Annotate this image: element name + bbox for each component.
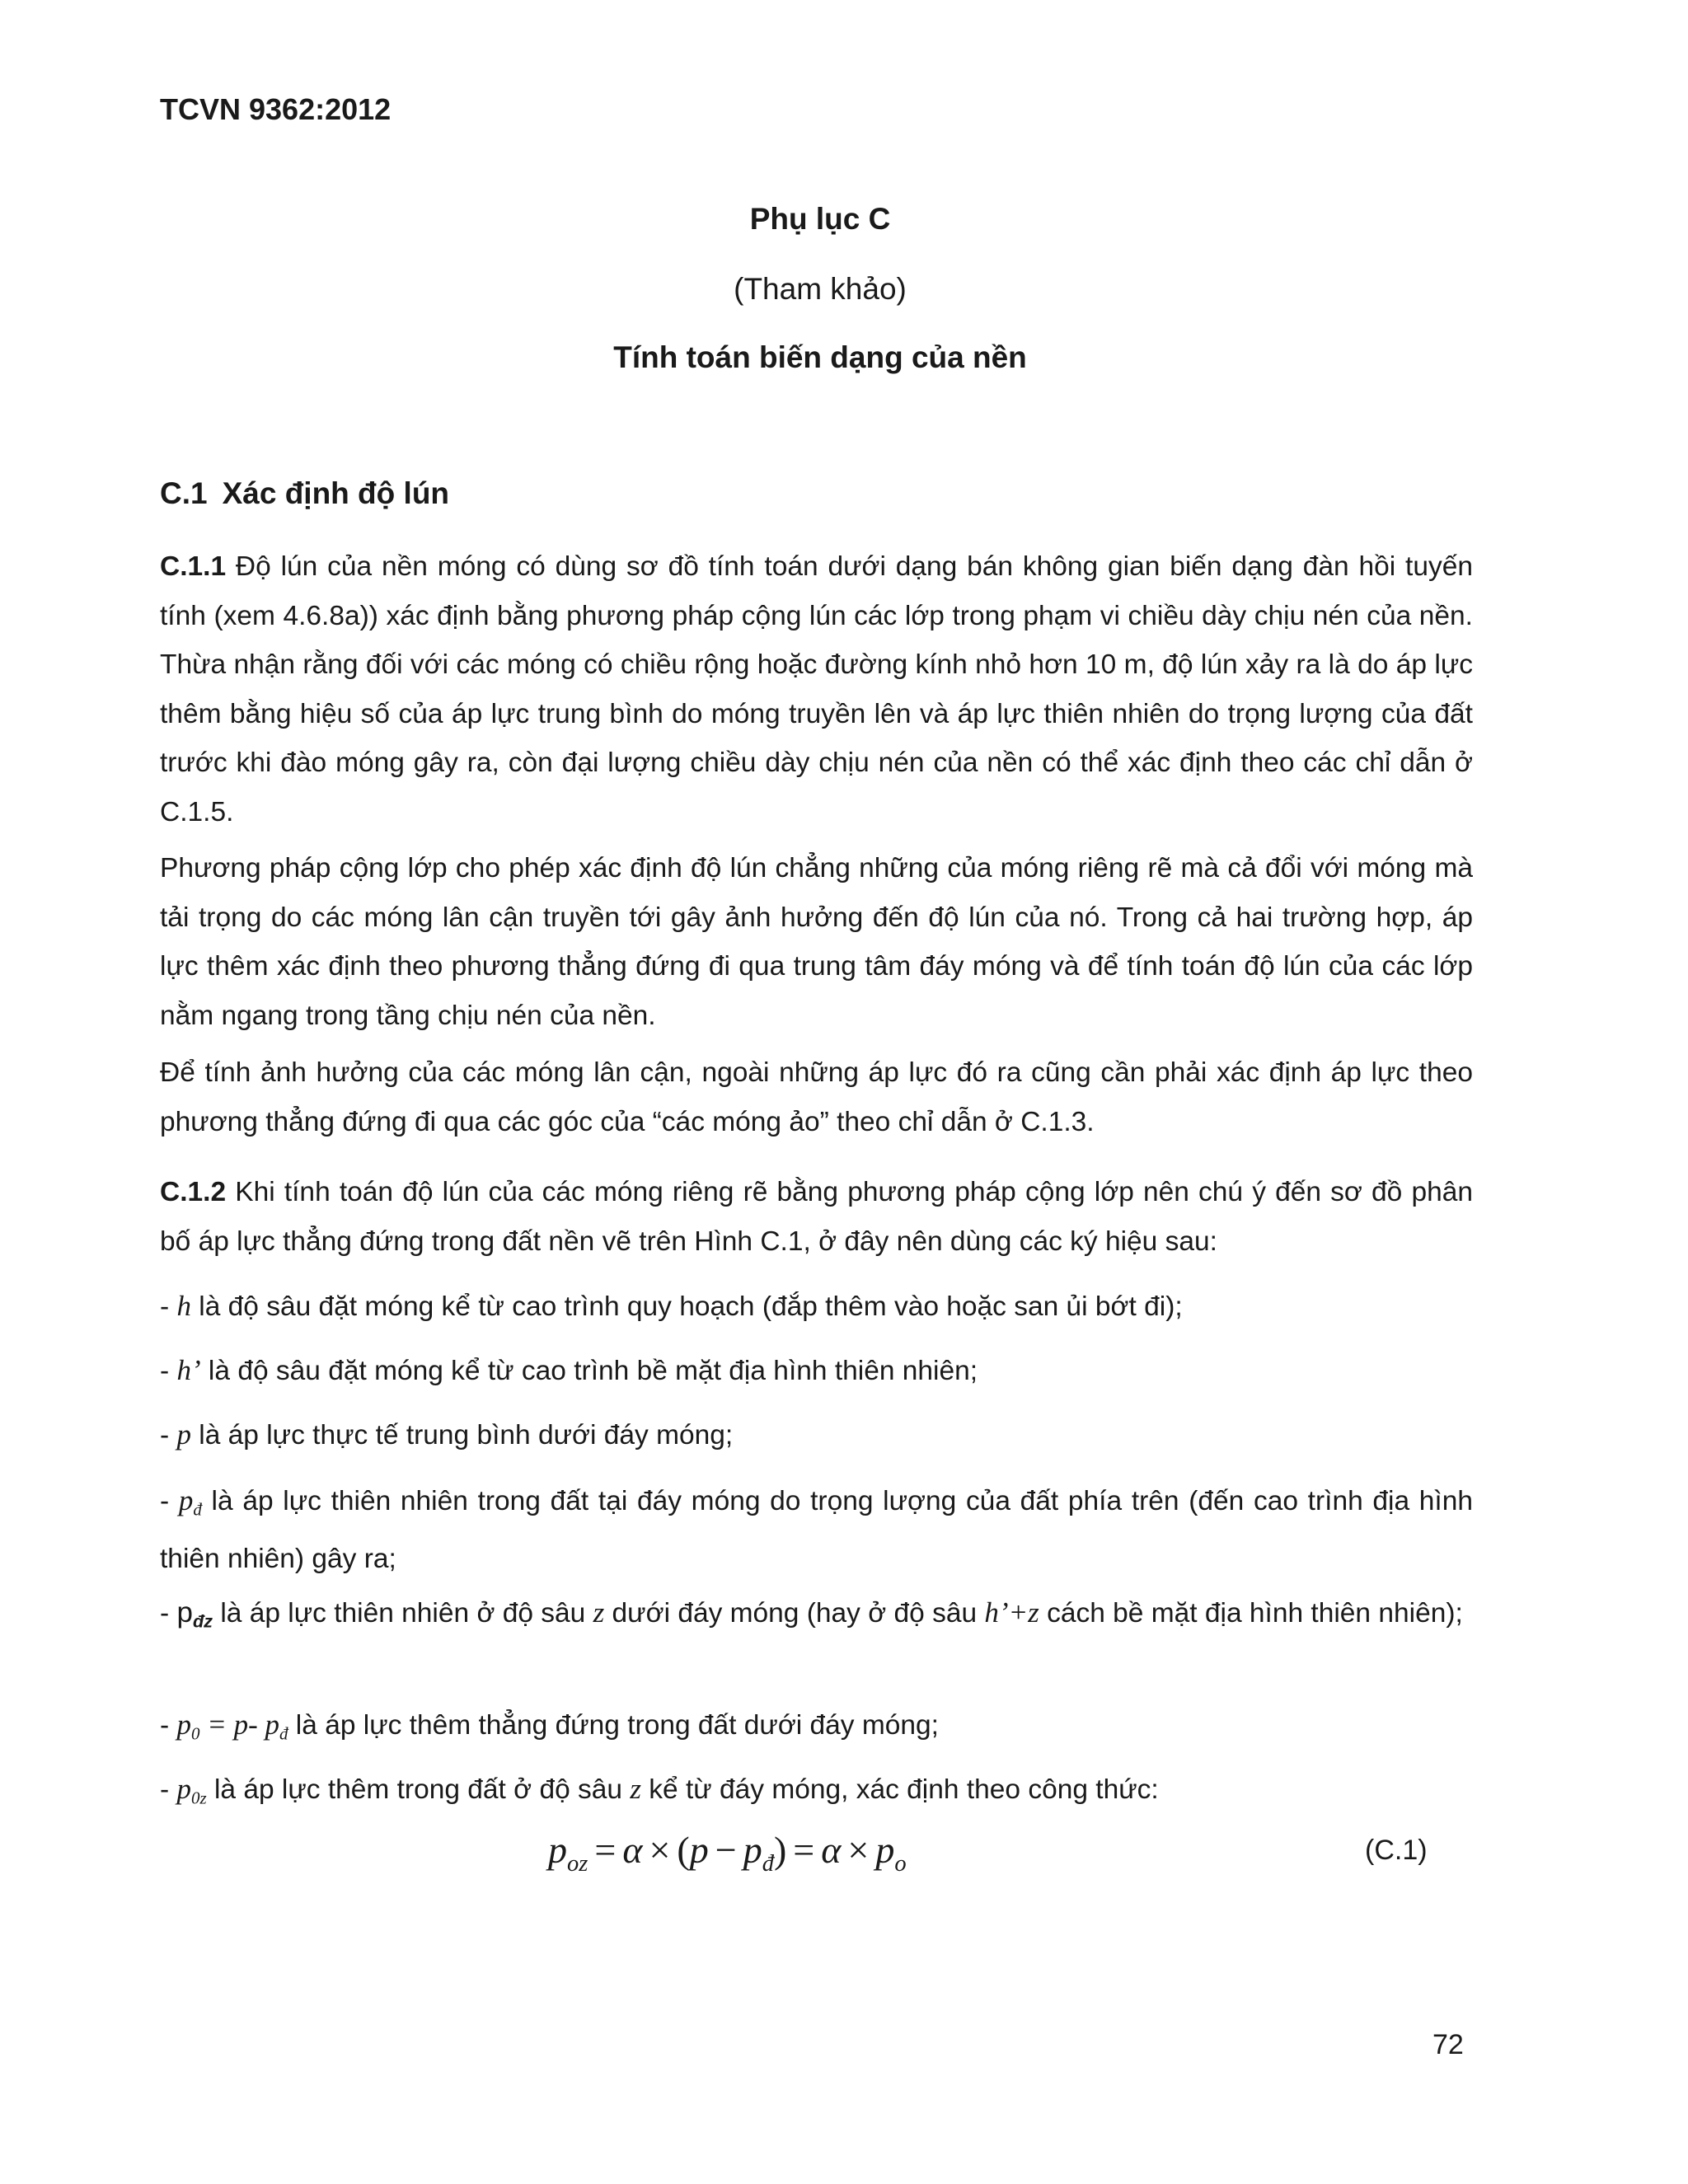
- item-text: là áp lực thêm trong đất ở độ sâu: [206, 1774, 631, 1805]
- paragraph-text: Khi tính toán độ lún của các móng riêng rẽ bằng phương pháp cộng lớp nên chú ý đến sơ đồ phân bố áp lực thẳng đứng trong đất nền vẽ trên Hình C.1, ở đây nên dùng các ký hiệu sau:: [160, 1177, 1473, 1257]
- formula-equals: =: [793, 1829, 815, 1871]
- formula-pd-subscript: đ: [762, 1850, 774, 1877]
- page-number: 72: [1432, 2029, 1464, 2060]
- paragraph-text: Độ lún của nền móng có dùng sơ đồ tính toán dưới dạng bán không gian biến dạng đàn hồi tuyến tính (xem 4.6.8a)) xác định bằng phương pháp cộng lún các lớp trong phạm vi chiều dày chịu nén của nền. Thừa nhận rằng đối với các móng có chiều rộng hoặc đường kính nhỏ hơn 10 m, độ lún xảy ra là do áp lực thêm bằng hiệu số của áp lực trung bình do móng truyền lên và áp lực thiên nhiên do trọng lượng của đất trước khi đào móng gây ra, còn đại lượng chiều dày chịu nén của nền có thể xác định theo các chỉ dẫn ở C.1.5.: [160, 551, 1473, 827]
- symbol: [176, 1773, 207, 1808]
- symbol-equation: = p- p: [199, 1708, 279, 1741]
- formula-pd: p: [743, 1829, 762, 1871]
- document-header: TCVN 9362:2012: [160, 92, 392, 126]
- symbol: h: [176, 1290, 191, 1322]
- symbol: [176, 1708, 288, 1744]
- item-text: dưới đáy móng (hay ở độ sâu: [604, 1598, 985, 1629]
- section-heading: [160, 476, 449, 511]
- formula-paren: (: [677, 1829, 690, 1871]
- paragraph-c-1-2: [160, 1168, 1473, 1266]
- item-text: cách bề mặt địa hình thiên nhiên);: [1039, 1598, 1463, 1629]
- formula-alpha: α: [622, 1829, 643, 1871]
- dash: -: [160, 1291, 177, 1322]
- symbol-item-pdz: [160, 1588, 1473, 1646]
- dash: -: [160, 1598, 177, 1629]
- paragraph-neighbors: [160, 1048, 1473, 1146]
- dash: -: [160, 1486, 179, 1516]
- symbol-item-p0: [160, 1700, 1473, 1759]
- symbol-base: p: [176, 1773, 191, 1805]
- formula-lhs-subscript: oz: [567, 1850, 588, 1877]
- item-text: là áp lực thiên nhiên trong đất tại đáy móng do trọng lượng của đất phía trên (đến cao trình địa hình thiên nhiên) gây ra;: [160, 1486, 1474, 1574]
- symbol-h-plus-z: h’+z: [984, 1596, 1039, 1629]
- appendix-title: Phụ lục C: [749, 202, 891, 236]
- formula-alpha: α: [821, 1829, 842, 1871]
- symbol-base: p: [176, 1708, 191, 1741]
- formula-c-1: [548, 1828, 907, 1877]
- formula-p: p: [689, 1829, 709, 1871]
- appendix-subtitle: (Tham khảo): [734, 272, 907, 306]
- item-text: là độ sâu đặt móng kể từ cao trình bề mặt địa hình thiên nhiên;: [200, 1356, 978, 1386]
- symbol-z: z: [630, 1773, 641, 1805]
- symbol-subscript: 0: [190, 1723, 200, 1744]
- formula-po: p: [875, 1829, 895, 1871]
- dash: -: [160, 1710, 177, 1741]
- symbol-item-h: [160, 1282, 1473, 1332]
- symbol-subscript: đz: [192, 1610, 213, 1632]
- symbol-item-p0z: [160, 1765, 1473, 1823]
- symbol-z: z: [593, 1596, 605, 1629]
- item-text: là áp lực thiên nhiên ở độ sâu: [213, 1598, 593, 1629]
- clause-label: C.1.1: [160, 551, 227, 582]
- dash: -: [160, 1420, 177, 1451]
- symbol-subscript: đ: [279, 1723, 288, 1744]
- paragraph-method: [160, 844, 1473, 1040]
- formula-minus: −: [715, 1829, 737, 1871]
- dash: -: [160, 1774, 177, 1805]
- appendix-heading: Tính toán biến dạng của nền: [613, 340, 1027, 374]
- dash: -: [160, 1356, 177, 1386]
- symbol: h’: [176, 1354, 201, 1386]
- item-text: là độ sâu đặt móng kể từ cao trình quy hoạch (đắp thêm vào hoặc san ủi bớt đi);: [190, 1291, 1183, 1322]
- formula-equals: =: [594, 1829, 617, 1871]
- paragraph-text: Phương pháp cộng lớp cho phép xác định độ lún chẳng những của móng riêng rẽ mà cả đổi với móng mà tải trọng do các móng lân cận truyền tới gây ảnh hưởng đến độ lún của nó. Trong cả hai trường hợp, áp lực thêm xác định theo phương thẳng đứng đi qua trung tâm đáy móng và để tính toán độ lún của các lớp nằm ngang trong tầng chịu nén của nền.: [160, 853, 1473, 1031]
- symbol-subscript: 0z: [190, 1788, 207, 1808]
- paragraph-text: Để tính ảnh hưởng của các móng lân cận, ngoài những áp lực đó ra cũng cần phải xác định áp lực theo phương thẳng đứng đi qua các góc của “các móng ảo” theo chỉ dẫn ở C.1.3.: [160, 1057, 1473, 1137]
- paragraph-c-1-1: [160, 542, 1473, 837]
- item-text: kể từ đáy móng, xác định theo công thức:: [640, 1774, 1159, 1805]
- symbol-item-pd: [160, 1476, 1473, 1583]
- symbol: p: [176, 1418, 191, 1451]
- formula-paren: ): [773, 1829, 787, 1871]
- formula-lhs: p: [548, 1829, 567, 1871]
- clause-label: C.1.2: [160, 1177, 227, 1207]
- symbol-base: p: [176, 1596, 193, 1629]
- item-text: là áp lực thêm thẳng đứng trong đất dưới đáy móng;: [288, 1710, 939, 1741]
- symbol: [176, 1596, 213, 1632]
- symbol-subscript: đ: [193, 1499, 202, 1520]
- formula-times: ×: [649, 1829, 671, 1871]
- symbol: [178, 1484, 202, 1520]
- section-title: Xác định độ lún: [222, 476, 450, 510]
- section-number: C.1: [160, 476, 208, 510]
- equation-number: (C.1): [1365, 1835, 1428, 1866]
- item-text: là áp lực thực tế trung bình dưới đáy móng;: [190, 1420, 734, 1451]
- formula-po-subscript: o: [894, 1850, 907, 1877]
- symbol-item-h-prime: [160, 1346, 1473, 1396]
- symbol-item-p: [160, 1410, 1473, 1460]
- symbol-base: p: [178, 1484, 194, 1516]
- formula-times: ×: [847, 1829, 870, 1871]
